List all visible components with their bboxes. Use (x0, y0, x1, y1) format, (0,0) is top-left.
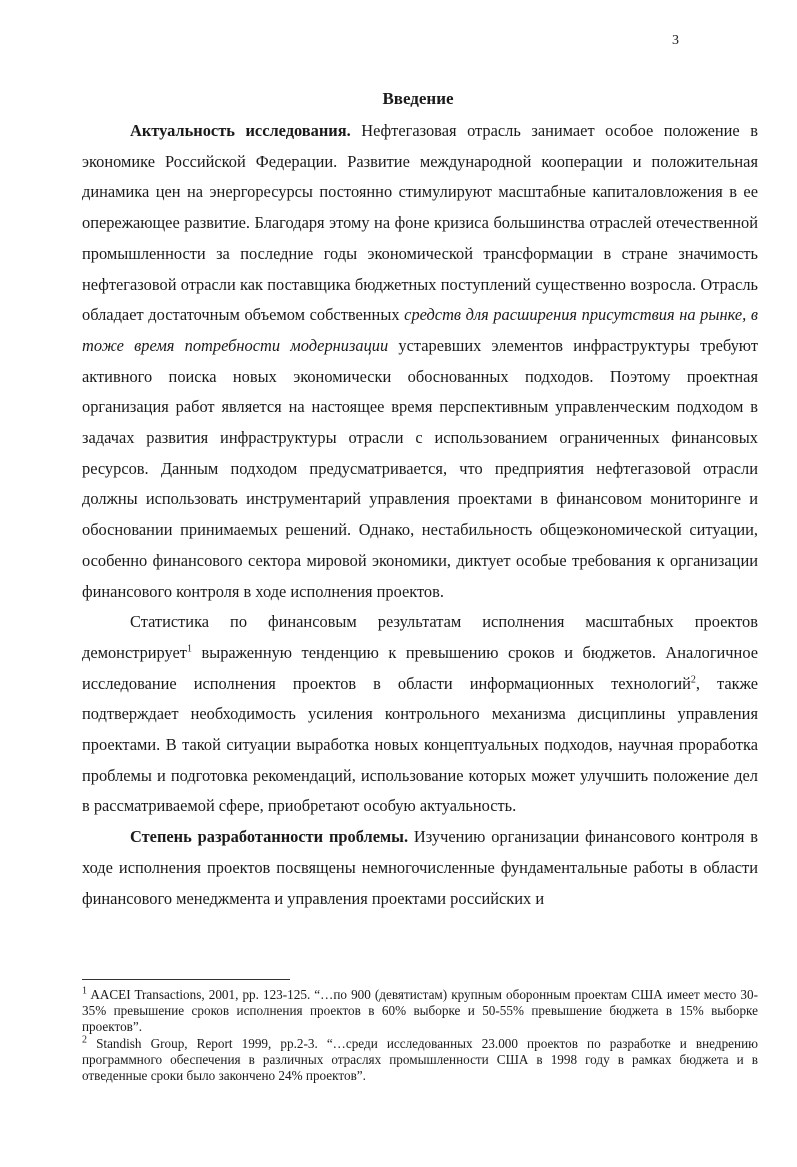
footnote-text: Standish Group, Report 1999, pp.2-3. “…среди исследованных 23.000 проектов по разработке и внедрению программного обеспечения в различных отраслях промышленности США в 1998 году в рамках бюджета и в отведенные сроки было закончено 24% проектов”. (82, 1035, 758, 1084)
paragraph-development (82, 822, 758, 914)
paragraph-heading: Актуальность исследования. (130, 121, 351, 140)
paragraph-text: , также подтверждает необходимость усиления контрольного механизма дисциплины управления проектами. В такой ситуации выработка новых концептуальных подходов, научная проработка проблемы и подготовка рекомендаций, использование которых может улучшить положение дел в рассматриваемой сфере, приобретают особую актуальность. (82, 673, 758, 816)
footnote-reference[interactable]: 1 (186, 643, 192, 655)
paragraph-text: Нефтегазовая отрасль занимает особое положение в экономике Российской Федерации. Развитие международной кооперации и положительная динамика цен на энергоресурсы постоянно стимулируют масштабные капиталовложения в ее опережающее развитие. Благодаря этому на фоне кризиса большинства отраслей отечественной промышленности за последние годы экономической трансформации в стране значимость нефтегазовой отрасли как поставщика бюджетных поступлений существенно возросла. Отрасль обладает достаточным объемом собственных (82, 121, 758, 325)
body-text (82, 116, 758, 914)
footnote (82, 1036, 758, 1085)
footnote (82, 987, 758, 1036)
paragraph-text: устаревших элементов инфраструктуры требуют активного поиска новых экономически обоснованных подходов. Поэтому проектная организация работ является на настоящее время перспективным управленческим подходом в задачах развития инфраструктуры отрасли с использованием ограниченных финансовых ресурсов. Данным подходом предусматривается, что предприятия нефтегазовой отрасли должны использовать инструментарий управления проектами в финансовом мониторинге и обосновании принимаемых решений. Однако, нестабильность общеэкономической ситуации, особенно финансового сектора мировой экономики, диктует особые требования к организации финансового контроля в ходе исполнения проектов. (82, 335, 758, 601)
footnote-reference[interactable]: 2 (690, 674, 696, 686)
page-title: Введение (382, 89, 454, 108)
paragraph-text: выраженную тенденцию к превышению сроков и бюджетов. Аналогичное исследование исполнения проектов в области информационных технологий (82, 642, 758, 693)
footnote-divider (82, 979, 290, 980)
paragraph-relevance (82, 116, 758, 607)
page-number: 3 (672, 33, 679, 48)
paragraph-text: Изучению организации финансового контроля в ходе исполнения проектов посвящены немногочисленные фундаментальные работы в области финансового менеджмента и управления проектами российских и (82, 827, 758, 908)
footnote-marker: 1 (82, 985, 87, 997)
footnote-marker: 2 (82, 1034, 87, 1046)
footnote-text: AACEI Transactions, 2001, pp. 123-125. “…по 900 (девятистам) крупным оборонным проектам США имеет место 30-35% превышение сроков исполнения проектов в 60% выборке и 50-55% превышение бюджета в 15% выборке проектов”. (82, 987, 758, 1035)
paragraph-heading: Степень разработанности проблемы. (130, 827, 409, 847)
paragraph-italic-text: средств для расширения присутствия на рынке, в тоже время потребности модернизации (82, 305, 758, 355)
footnotes (82, 987, 758, 1084)
paragraph-statistics (82, 607, 758, 822)
paragraph-text: Статистика по финансовым результатам исполнения масштабных проектов демонстрирует (82, 612, 758, 662)
